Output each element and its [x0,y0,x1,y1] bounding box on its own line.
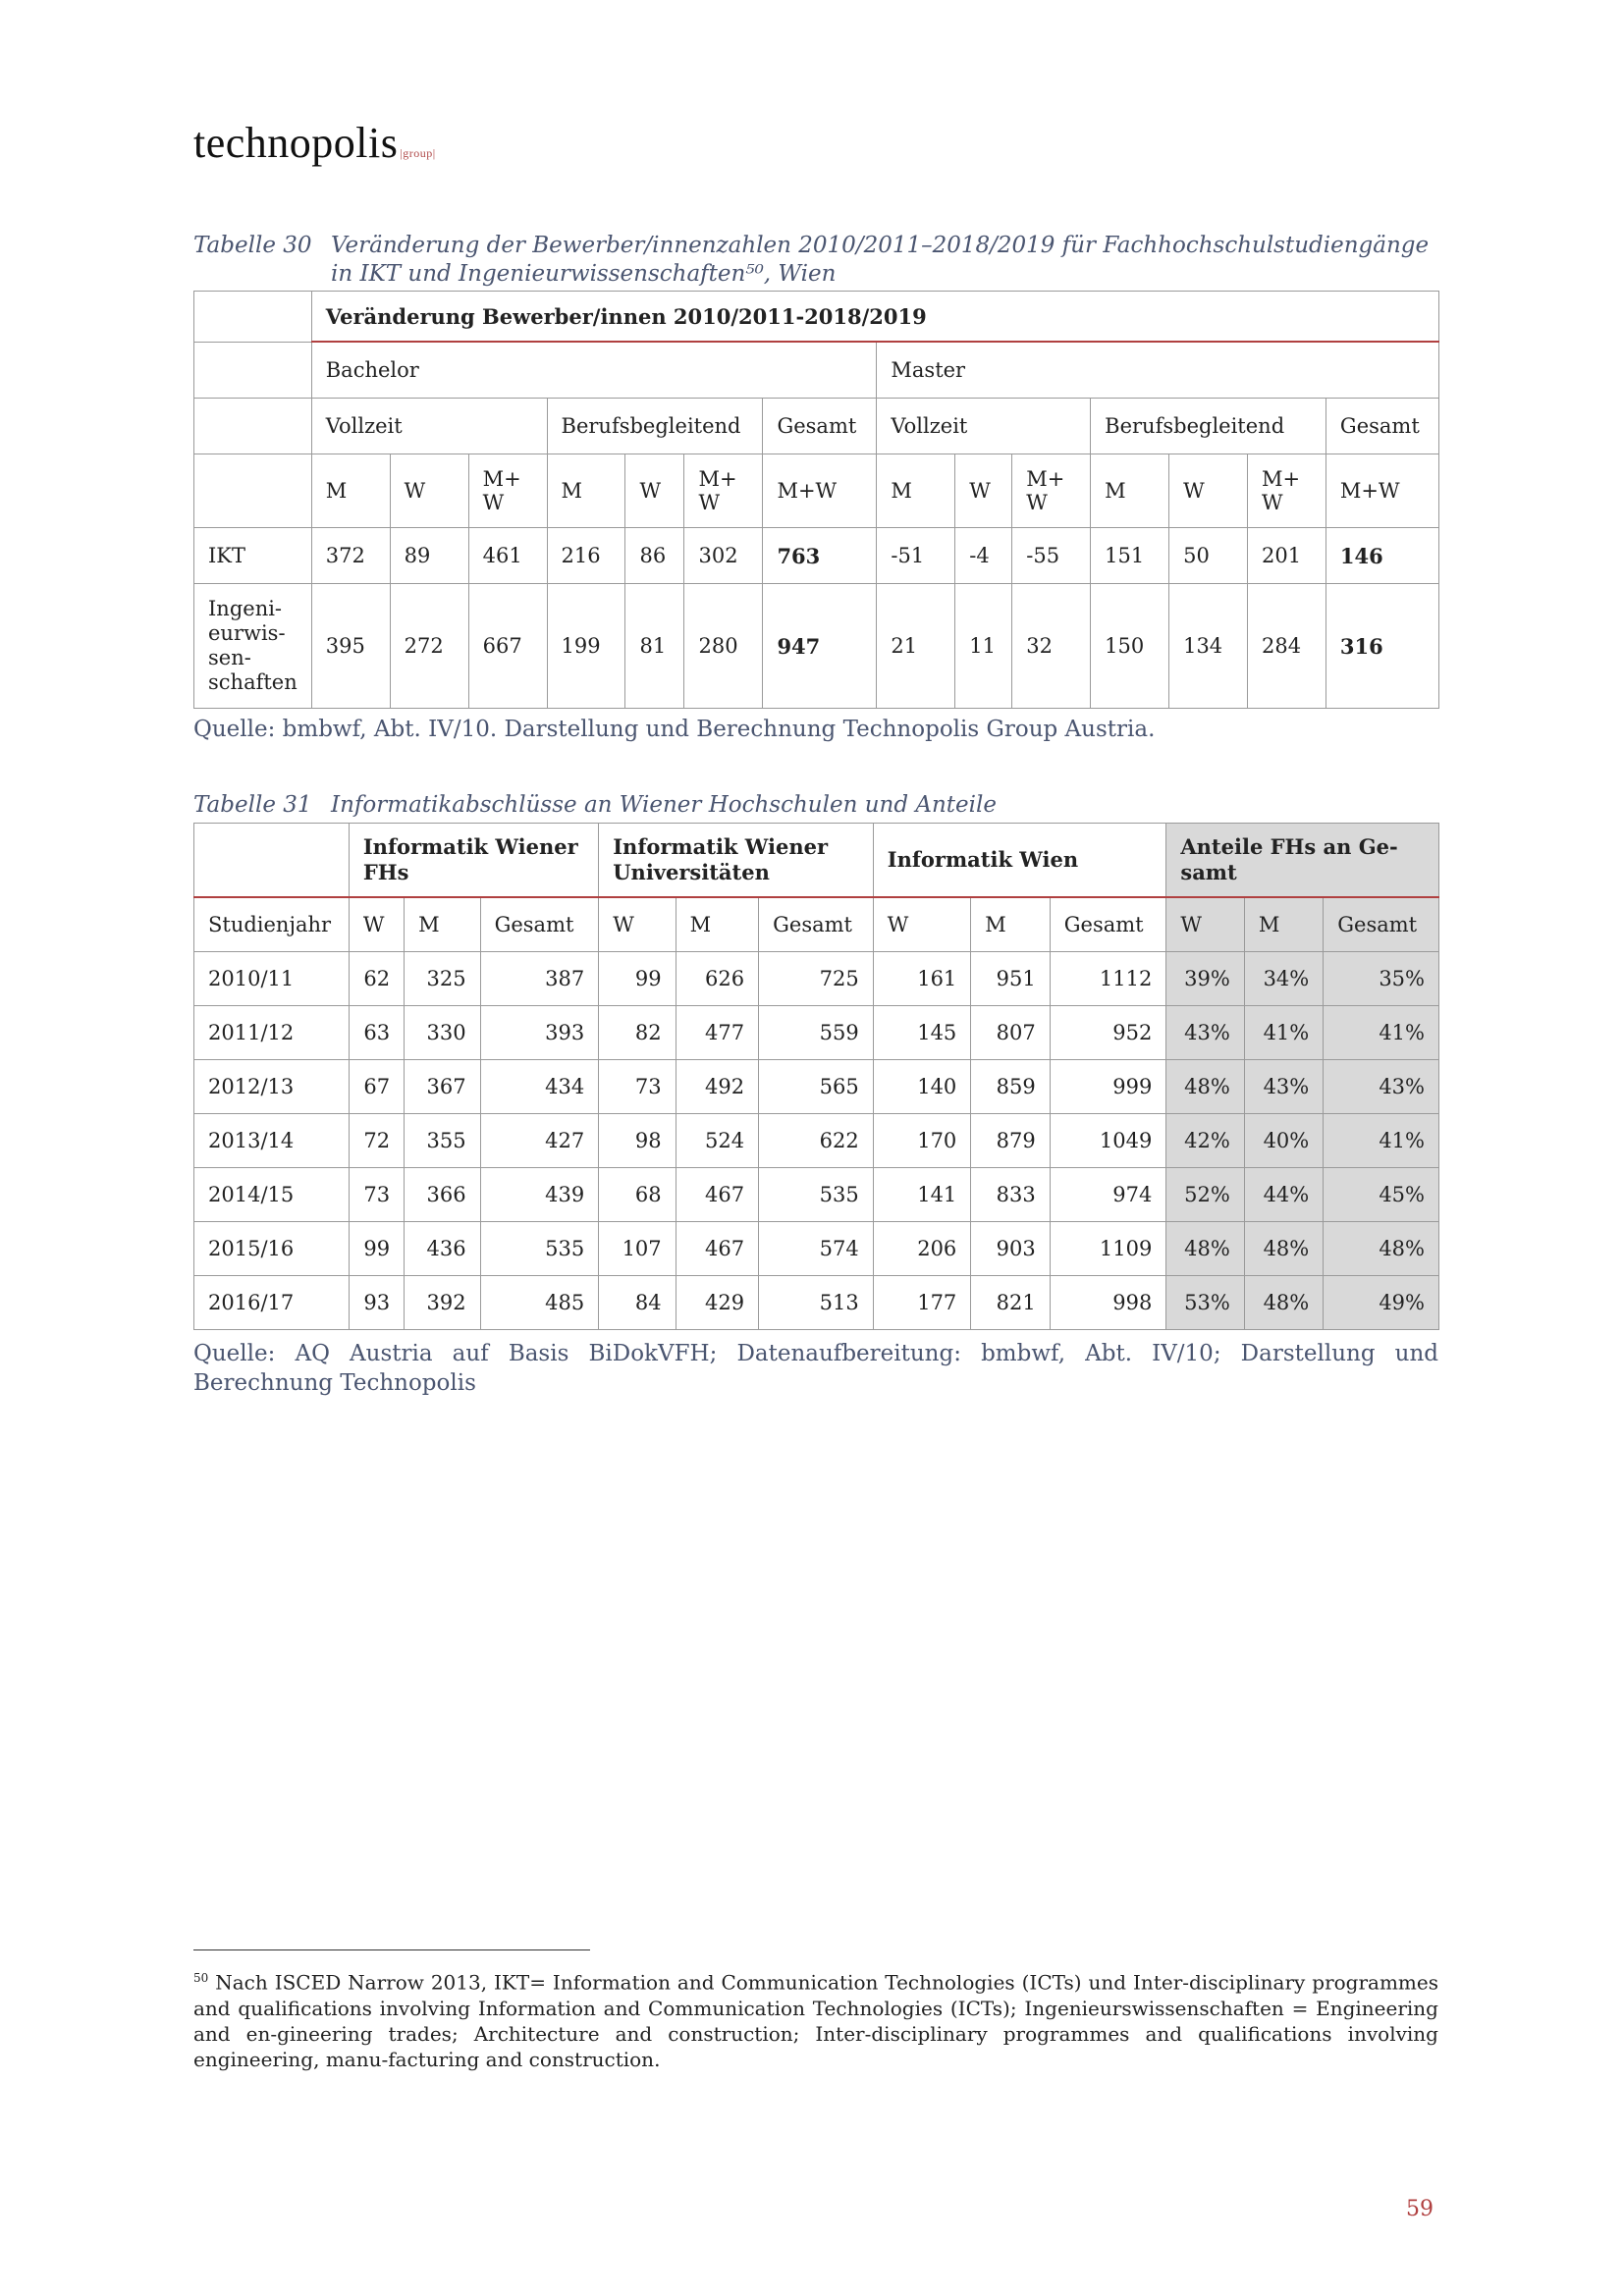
table-cell: 998 [1050,1276,1166,1330]
table-cell: 807 [971,1006,1050,1060]
table-cell: 41% [1324,1006,1439,1060]
table-cell: 1049 [1050,1114,1166,1168]
table-cell: 67 [349,1060,404,1114]
col-mw: M+ W [1012,454,1091,528]
table-cell: 35% [1324,952,1439,1006]
table-cell: 879 [971,1114,1050,1168]
table-cell: 387 [480,952,599,1006]
table-cell: 429 [676,1276,758,1330]
table30-ba-berufsbegleitend: Berufsbegleitend [547,399,763,454]
table-cell: 427 [480,1114,599,1168]
group-fhs: Informatik Wiener FHs [349,824,598,898]
table-cell: 725 [759,952,874,1006]
table-cell: 44% [1244,1168,1323,1222]
group-anteile: Anteile FHs an Ge- samt [1166,824,1439,898]
table-cell: 48% [1166,1222,1244,1276]
table-cell: 48% [1166,1060,1244,1114]
col-w: W [955,454,1012,528]
table-cell: 93 [349,1276,404,1330]
table-cell: 366 [405,1168,480,1222]
col-w: W [1169,454,1248,528]
table-cell: 393 [480,1006,599,1060]
table-cell: 434 [480,1060,599,1114]
col-w: W [390,454,468,528]
table31: Informatik Wiener FHs Informatik Wiener Universitäten Informatik Wien Anteile FHs an Ge- samt Studienjahr W M Gesamt W M Gesamt W M Gesamt W M Gesamt 2010/11 62 325 387 99 626 725 161 951 1112 39% 34% 35% 2011/12 63 330 393 82 477 559 145 807 952 43% 41% 41% 2012/13 67 367 434 73 492 565 140 859 999 48% 43% 43% 2013/14 72 355 427 98 524 622 170 879 1049 42% 40% 41% 2014/15 73 366 439 68 467 535 141 833 974 52% 44% 45% 2015/16 99 436 535 107 467 574 206 903 1109 48% 48% 48% 2016/17 93 392 485 84 429 513 177 821 998 53% 48% 49% [193,823,1439,1330]
table-cell: 72 [349,1114,404,1168]
table-cell: 367 [405,1060,480,1114]
table-cell: 98 [599,1114,676,1168]
table-cell: 559 [759,1006,874,1060]
table-cell: 206 [873,1222,971,1276]
table30-caption-number: Tabelle 30 [193,233,312,258]
table-row [194,1060,1439,1114]
table31-caption [193,791,1438,820]
row-year: 2013/14 [194,1114,350,1168]
table-cell: 48% [1244,1276,1323,1330]
table-cell: 524 [676,1114,758,1168]
table-cell: 951 [971,952,1050,1006]
table-cell: 40% [1244,1114,1323,1168]
table30-master: Master [877,342,1439,399]
table30-ma-berufsbegleitend: Berufsbegleitend [1091,399,1326,454]
table-cell: 170 [873,1114,971,1168]
table-cell: 62 [349,952,404,1006]
table-cell: 485 [480,1276,599,1330]
table-row [194,952,1439,1006]
table-cell: 355 [405,1114,480,1168]
table-cell: 821 [971,1276,1050,1330]
table-row [194,1168,1439,1222]
table30-ma-vollzeit: Vollzeit [877,399,1091,454]
table-cell: 177 [873,1276,971,1330]
col-w: W [625,454,684,528]
table-cell: 53% [1166,1276,1244,1330]
table-cell: 467 [676,1168,758,1222]
table-cell: 42% [1166,1114,1244,1168]
table-cell: 903 [971,1222,1050,1276]
table-cell: 1109 [1050,1222,1166,1276]
table-row [194,1222,1439,1276]
col-m: M [1091,454,1169,528]
table-cell: 43% [1244,1060,1323,1114]
table31-caption-text: Informatikabschlüsse an Wiener Hochschulen und Anteile [331,792,997,818]
table-cell: 84 [599,1276,676,1330]
table-cell: 43% [1166,1006,1244,1060]
col-m: M [877,454,955,528]
table30-caption [193,232,1438,289]
col-m: M [311,454,390,528]
table-cell: 513 [759,1276,874,1330]
table-cell: 39% [1166,952,1244,1006]
row-year: 2012/13 [194,1060,350,1114]
table30-ba-vollzeit: Vollzeit [311,399,547,454]
table-cell: 1112 [1050,952,1166,1006]
footnote-separator [193,1949,590,1950]
table30-source: Quelle: bmbwf, Abt. IV/10. Darstellung und Berechnung Technopolis Group Austria. [193,717,1156,742]
table-cell: 999 [1050,1060,1166,1114]
table-cell: 833 [971,1168,1050,1222]
table-cell: 952 [1050,1006,1166,1060]
table-cell: 859 [971,1060,1050,1114]
table-cell: 73 [349,1168,404,1222]
table30-ba-gesamt: Gesamt [763,399,877,454]
table-cell: 68 [599,1168,676,1222]
table-cell: 48% [1324,1222,1439,1276]
table-cell: 63 [349,1006,404,1060]
table-cell: 49% [1324,1276,1439,1330]
col-mw: M+ W [468,454,547,528]
table-cell: 34% [1244,952,1323,1006]
group-wien: Informatik Wien [873,824,1166,898]
table30-ma-gesamt: Gesamt [1325,399,1438,454]
table-cell: 45% [1324,1168,1439,1222]
table-cell: 73 [599,1060,676,1114]
table-cell: 325 [405,952,480,1006]
table-cell: 330 [405,1006,480,1060]
table31-corner [194,824,350,898]
table-cell: 52% [1166,1168,1244,1222]
table-row [194,1276,1439,1330]
row-year: 2011/12 [194,1006,350,1060]
table-cell: 48% [1244,1222,1323,1276]
table-cell: 565 [759,1060,874,1114]
table30-corner [194,292,312,343]
row-year: 2015/16 [194,1222,350,1276]
table-cell: 626 [676,952,758,1006]
table-row [194,1006,1439,1060]
table-cell: 141 [873,1168,971,1222]
technopolis-logo: technopolis |group| [193,119,436,167]
table-cell: 107 [599,1222,676,1276]
table31-caption-number: Tabelle 31 [193,792,312,818]
col-mw-total: M+W [763,454,877,528]
page-number: 59 [1406,2197,1434,2221]
table-cell: 99 [599,952,676,1006]
row-year: 2016/17 [194,1276,350,1330]
table-row [194,1114,1439,1168]
table-row: IKT 372 89 461 216 86 302 763 -51 -4 -55 151 50 201 146 [194,528,1439,584]
table-cell: 477 [676,1006,758,1060]
table-cell: 436 [405,1222,480,1276]
col-mw: M+ W [684,454,763,528]
table-cell: 41% [1324,1114,1439,1168]
table-cell: 145 [873,1006,971,1060]
table-cell: 439 [480,1168,599,1222]
col-mw-total: M+W [1325,454,1438,528]
footnote: $^{50}$ Nach ISCED Narrow 2013, IKT= Information and Communication Technologies (ICTs) und Inter-disciplinary programmes and qualifications involving Information and Communication Technologies (ICTs); Ingenieurswissenschaften = Engineering and en-gineering trades; Architecture and construction; Inter-disciplinary programmes and qualifications involving engineering, manu-facturing and construction. [193,1970,1438,2071]
table30-title: Veränderung Bewerber/innen 2010/2011-2018/2019 [311,292,1438,343]
row-year: 2014/15 [194,1168,350,1222]
col-mw: M+ W [1248,454,1326,528]
table-cell: 974 [1050,1168,1166,1222]
row-year: 2010/11 [194,952,350,1006]
table-cell: 41% [1244,1006,1323,1060]
col-studienjahr: Studienjahr [194,897,350,952]
table-row: Ingeni- eurwis- sen- schaften 395 272 667 199 81 280 947 21 11 32 150 134 284 316 [194,584,1439,709]
table-cell: 622 [759,1114,874,1168]
table-cell: 535 [480,1222,599,1276]
table30 [193,291,1439,709]
table-cell: 140 [873,1060,971,1114]
table-cell: 535 [759,1168,874,1222]
table-cell: 574 [759,1222,874,1276]
table31-source: Quelle: AQ Austria auf Basis BiDokVFH; Datenaufbereitung: bmbwf, Abt. IV/10; Darstellung und Berechnung Technopolis [193,1341,1438,1396]
table-cell: 161 [873,952,971,1006]
table-cell: 492 [676,1060,758,1114]
table-cell: 99 [349,1222,404,1276]
table30-bachelor: Bachelor [311,342,877,399]
table30-caption-text: Veränderung der Bewerber/innenzahlen 2010/2011–2018/2019 für Fachhochschulstudiengänge in IKT und Ingenieurwissenschaften⁵⁰, Wien [331,233,1430,287]
row-label-ingenieurwissenschaften: Ingeni- eurwis- sen- schaften [194,584,312,709]
col-m: M [547,454,625,528]
table-cell: 467 [676,1222,758,1276]
group-universitaeten: Informatik Wiener Universitäten [599,824,874,898]
table-cell: 392 [405,1276,480,1330]
table-cell: 82 [599,1006,676,1060]
row-label-ikt: IKT [194,528,312,584]
table-cell: 43% [1324,1060,1439,1114]
